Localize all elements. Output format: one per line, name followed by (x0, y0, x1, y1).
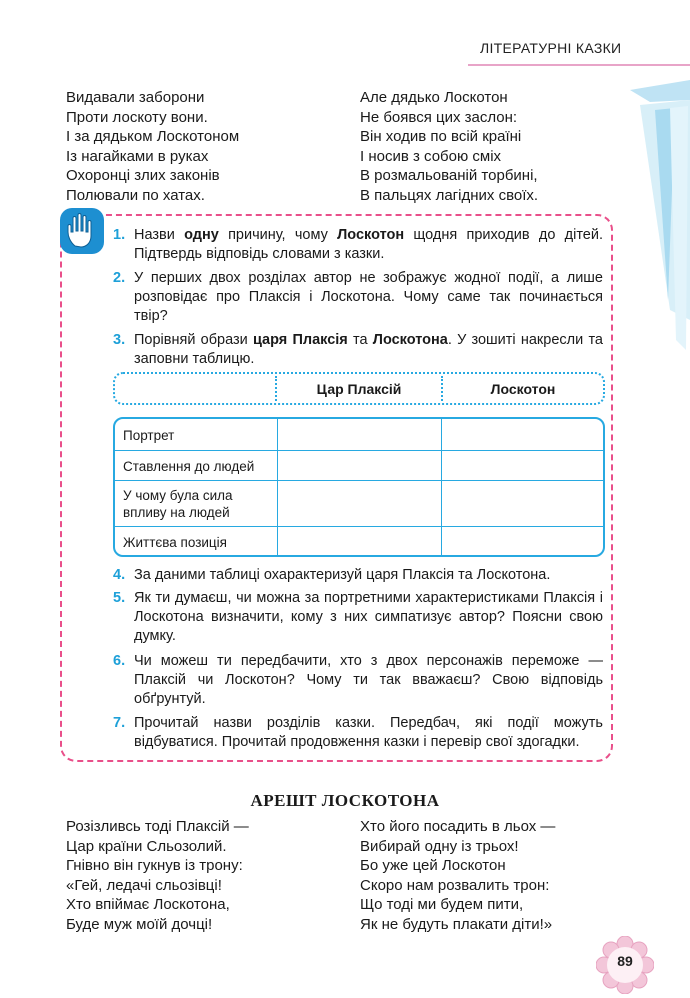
row-label: У чому була сила впливу на людей (123, 488, 233, 520)
table-row (115, 451, 603, 481)
task-text: Чи можеш ти передбачити, хто з двох персонажів переможе — Плаксій чи Лоскотон? Чому ти так вважаєш? Свою відповідь обґрунтуй. (134, 653, 603, 707)
poem-stanza-right (360, 88, 538, 205)
table-row (115, 419, 603, 451)
poem-line: Проти лоскоту вони. (66, 108, 208, 126)
task-text: За даними таблиці охарактеризуй царя Плаксія та Лоскотона. (134, 567, 551, 583)
poem-line: Хто його посадить в льох — (360, 818, 556, 835)
task-text: У перших двох розділах автор не зображує жодної події, а лише розповідає про Плаксія і Лоскотона. Чому саме так починається твір? (134, 270, 603, 324)
poem-line: Хто впіймає Лоскотона, (66, 896, 230, 913)
task-number: 6. (113, 653, 126, 669)
row-label: Портрет (123, 428, 175, 443)
task-emphasis: Лоскотона (372, 332, 448, 348)
column-header-plaksiy: Цар Плаксій (316, 381, 402, 397)
poem-line: Видавали заборони (66, 89, 205, 106)
task-text: . У зошиті накресли та заповни таблицю. (134, 332, 603, 367)
poem-line: «Гей, ледачі сльозівці! (66, 876, 222, 894)
task-emphasis: Лоскотон (337, 227, 405, 243)
chapter-title: АРЕШТ ЛОСКОТОНА (250, 791, 440, 810)
task-5 (113, 589, 603, 646)
poem-line: Скоро нам розвалить трон: (360, 876, 550, 894)
poem-line: Як не будуть плакати діти!» (360, 915, 553, 933)
row-label: Життєва позиція (123, 535, 227, 550)
task-emphasis: царя Плаксія (252, 332, 348, 348)
poem-line: І за дядьком Лоскотоном (66, 128, 240, 145)
task-number: 1. (113, 227, 126, 243)
task-text: Як ти думаєш, чи можна за портретними характеристиками Плаксія і Лоскотона визначити, кому з них симпатизує автор? Поясни свою думку. (134, 590, 603, 644)
task-text: Назви (134, 227, 185, 243)
task-6 (113, 652, 603, 709)
task-number: 3. (113, 332, 126, 348)
poem-line: Бо уже цей Лоскотон (360, 857, 506, 874)
poem-line: І носив з собою сміх (360, 147, 502, 165)
poem-stanza-left (66, 88, 239, 205)
page-number: 89 (617, 953, 633, 969)
task-number: 2. (113, 270, 126, 286)
comparison-table (113, 417, 605, 557)
task-number: 4. (113, 567, 126, 583)
task-emphasis: одну (184, 227, 219, 243)
task-number: 5. (113, 590, 126, 606)
task-text: Порівняй образи (134, 332, 253, 348)
poem-line: Із нагайками в руках (66, 147, 209, 165)
task-7 (113, 714, 603, 752)
poem-line: Охоронці злих законів (66, 167, 220, 184)
task-text: щодня приходив до дітей. Підтвердь відповідь словами з казки. (134, 227, 603, 262)
poem-line: Вибирай одну із трьох! (360, 837, 519, 855)
task-number: 7. (113, 715, 126, 731)
section-title: ЛІТЕРАТУРНІ КАЗКИ (480, 40, 622, 56)
poem-line: Гнівно він гукнув із трону: (66, 857, 243, 874)
poem-line: Буде муж моїй дочці! (66, 915, 213, 933)
poem-line: Цар країни Сльозолий. (66, 837, 227, 855)
task-1 (113, 226, 603, 264)
table-divider (277, 419, 278, 557)
task-4 (113, 566, 603, 585)
column-header-loskoton: Лоскотон (490, 381, 556, 397)
poem-line: Що тоді ми будем пити, (360, 896, 524, 913)
task-2 (113, 269, 603, 326)
poem-line: Полювали по хатах. (66, 186, 205, 204)
table-row (115, 527, 603, 557)
poem-line: В розмальованій торбині, (360, 167, 538, 184)
poem-line: Не боявся цих заслон: (360, 108, 518, 126)
table-divider (441, 419, 442, 557)
table-header (113, 372, 605, 405)
task-text: та (347, 332, 373, 348)
poem-stanza-right (360, 817, 555, 934)
poem-line: Розізливсь тоді Плаксій — (66, 818, 249, 835)
task-text: Прочитай назви розділів казки. Передбач, які події можуть відбуватися. Прочитай продовження казки і перевір свої здогадки. (134, 715, 603, 750)
raised-hand-icon (58, 206, 106, 256)
table-row (115, 481, 603, 527)
poem-line: Але дядько Лоскотон (360, 89, 508, 106)
decorative-wing-icon (610, 60, 690, 360)
poem-line: В пальцях лагідних своїх. (360, 186, 539, 204)
row-label: Ставлення до людей (123, 459, 255, 474)
poem-stanza-left (66, 817, 249, 934)
task-3 (113, 331, 603, 369)
poem-line: Він ходив по всій країні (360, 128, 522, 145)
task-text: причину, чому (218, 227, 338, 243)
